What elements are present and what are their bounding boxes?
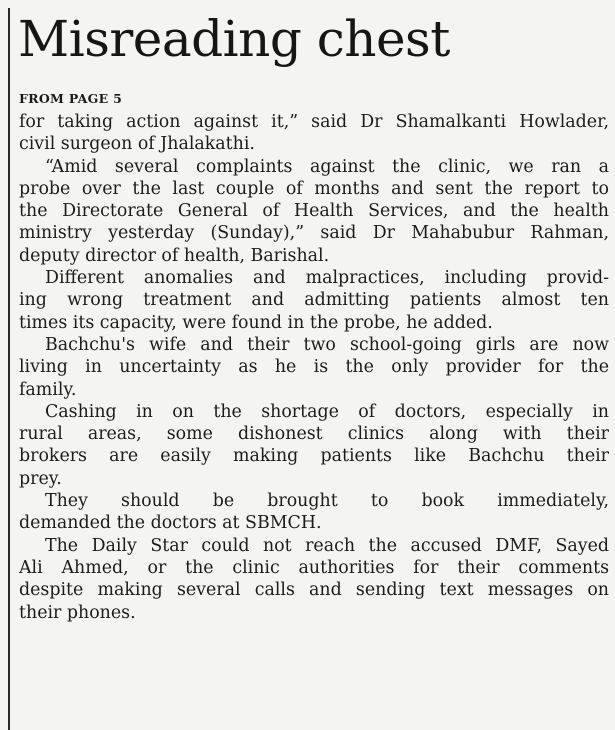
column-rule xyxy=(8,8,10,730)
body-line: brokers are easily making patients like Bachchu their xyxy=(19,446,609,467)
body-line: ministry yesterday (Sunday),” said Dr Mahabubur Rahman, xyxy=(19,223,609,244)
article-body xyxy=(19,111,609,624)
body-line: “Amid several complaints against the clinic, we ran a xyxy=(45,156,609,177)
jump-label: FROM PAGE 5 xyxy=(19,91,123,106)
body-line: The Daily Star could not reach the accused DMF, Sayed xyxy=(45,535,609,556)
body-line: Different anomalies and malpractices, including provid- xyxy=(45,268,609,289)
body-line: deputy director of health, Barishal. xyxy=(19,245,330,266)
body-line: civil surgeon of Jhalakathi. xyxy=(19,134,255,155)
body-line: times its capacity, were found in the probe, he added. xyxy=(19,312,493,333)
body-line: for taking action against it,” said Dr Shamalkanti Howlader, xyxy=(19,112,609,132)
body-line: prey. xyxy=(19,468,62,489)
body-line: They should be brought to book immediately, xyxy=(45,491,609,512)
body-line: ing wrong treatment and admitting patients almost ten xyxy=(19,290,609,311)
body-line: family. xyxy=(19,379,77,400)
body-line: living in uncertainty as he is the only provider for the xyxy=(19,357,609,378)
body-line: their phones. xyxy=(19,602,136,623)
body-line: Ali Ahmed, or the clinic authorities for their comments xyxy=(19,557,609,578)
body-line: despite making several calls and sending text messages on xyxy=(19,580,609,601)
body-line: probe over the last couple of months and sent the report to xyxy=(19,178,609,199)
body-line: Cashing in on the shortage of doctors, especially in xyxy=(45,401,609,422)
body-line: demanded the doctors at SBMCH. xyxy=(19,513,322,534)
body-line: the Directorate General of Health Services, and the health xyxy=(19,201,609,222)
body-line: rural areas, some dishonest clinics along with their xyxy=(19,424,609,445)
body-line: Bachchu's wife and their two school-going girls are now xyxy=(45,334,609,355)
headline: Misreading chest xyxy=(18,10,450,68)
